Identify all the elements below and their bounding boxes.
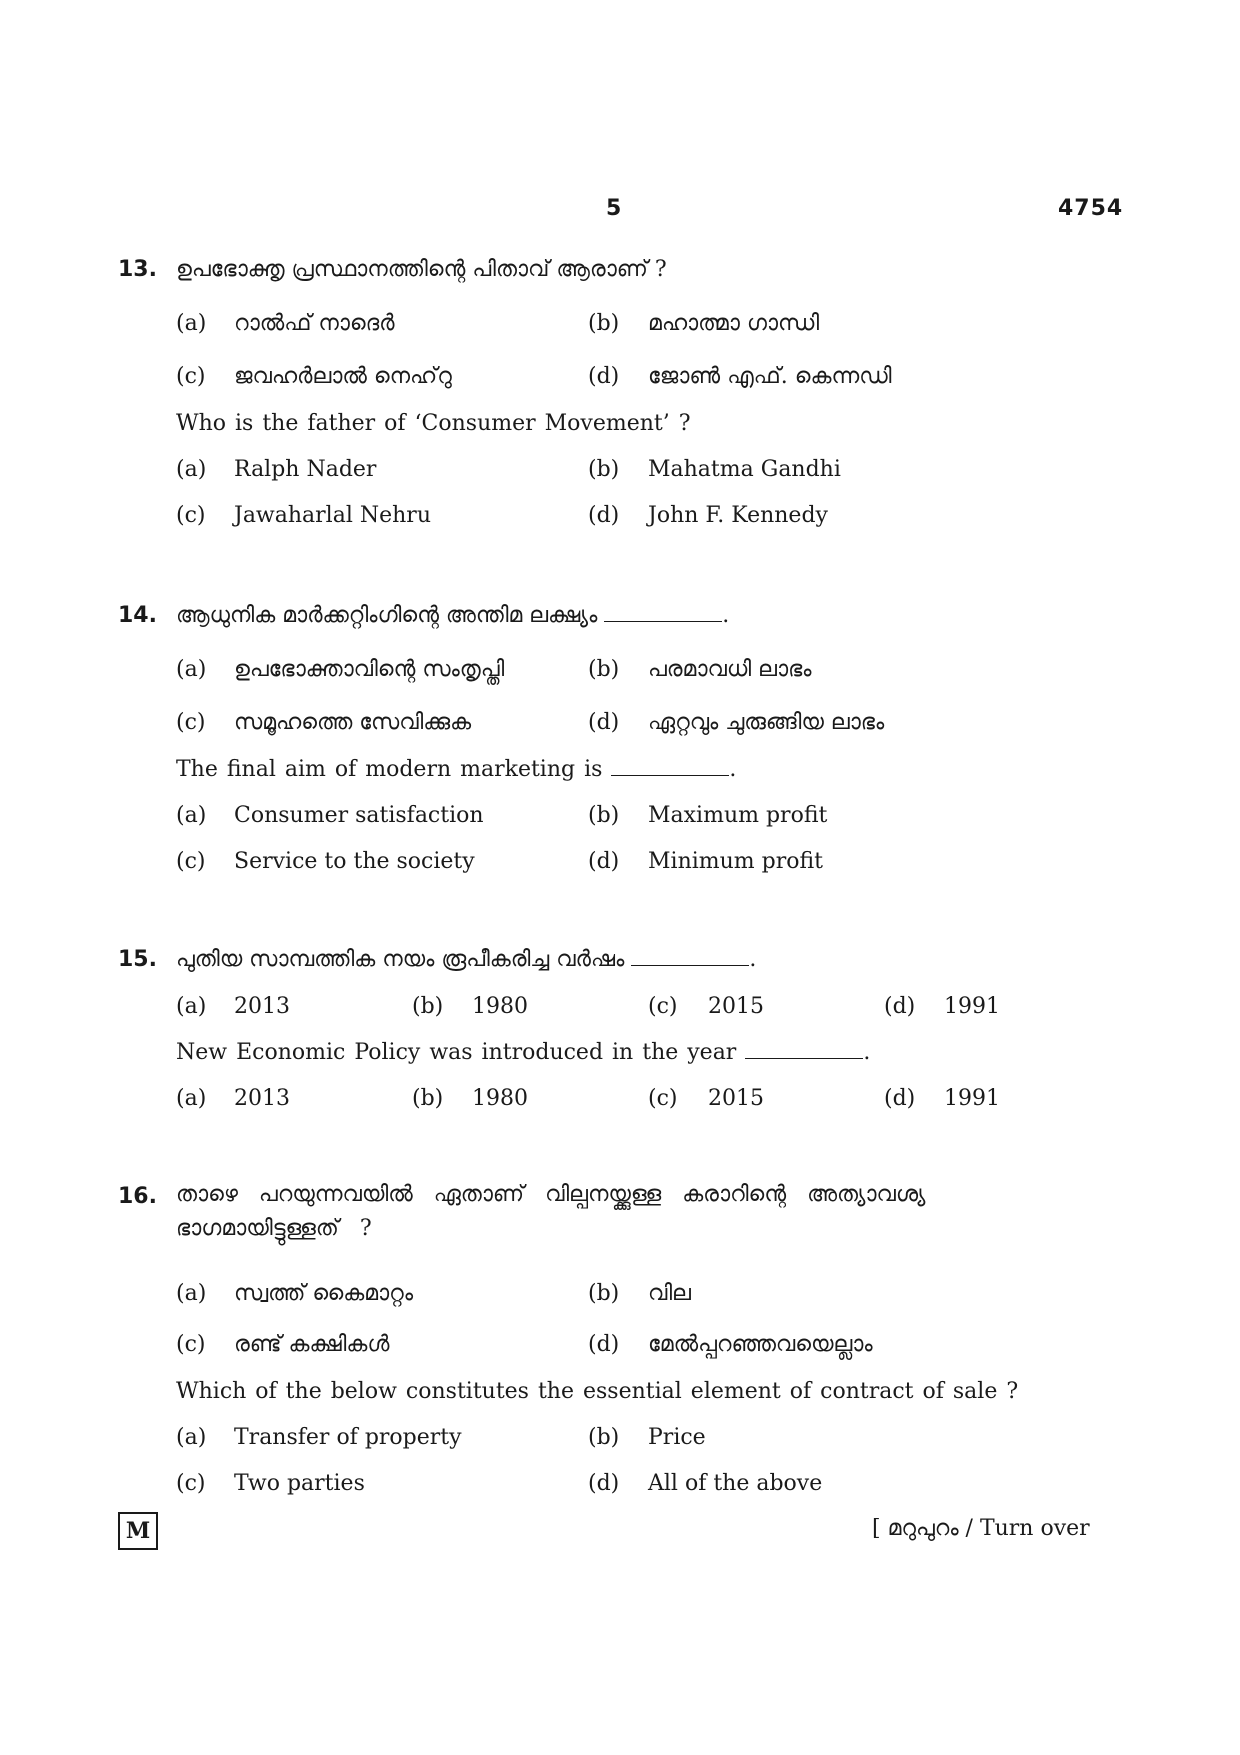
- option-text: 2013: [234, 994, 290, 1019]
- option-label: (c): [648, 1086, 678, 1111]
- option-label: (a): [176, 311, 207, 336]
- option-text: രണ്ട് കക്ഷികൾ: [234, 1332, 390, 1357]
- option-text: Jawaharlal Nehru: [234, 503, 431, 528]
- option-text: ജവഹർലാൽ നെഹ്‌റു: [234, 364, 452, 389]
- option-text: Two parties: [234, 1471, 365, 1496]
- option-label: (b): [412, 1086, 444, 1111]
- option-label: (c): [648, 994, 678, 1019]
- option-label: (b): [588, 803, 620, 828]
- option-text: 1980: [472, 994, 528, 1019]
- option-label: (c): [176, 849, 206, 874]
- option-text: സ്വത്ത് കൈമാറ്റം: [234, 1281, 414, 1306]
- option-text: ജോൺ എഫ്. കെന്നഡി: [648, 364, 892, 389]
- question-stem: New Economic Policy was introduced in the year: [176, 1040, 737, 1065]
- option-label: (c): [176, 503, 206, 528]
- option-label: (c): [176, 364, 206, 389]
- option-text: ഉപഭോക്താവിന്റെ സംതൃപ്തി: [234, 657, 505, 682]
- question-stem: ആധുനിക മാർക്കറ്റിംഗിന്റെ അന്തിമ ലക്ഷ്യം: [176, 603, 598, 628]
- option-text: മഹാത്മാ ഗാന്ധി: [648, 311, 820, 336]
- option-text: പരമാവധി ലാഭം: [648, 657, 812, 682]
- option-text: Price: [648, 1425, 706, 1450]
- question-number: 14.: [118, 603, 157, 628]
- option-label: (d): [884, 1086, 916, 1111]
- option-label: (a): [176, 994, 207, 1019]
- option-text: 1991: [944, 1086, 1000, 1111]
- page-number: 5: [606, 196, 622, 221]
- option-label: (a): [176, 1425, 207, 1450]
- option-text: Maximum profit: [648, 803, 828, 828]
- answer-blank: [604, 603, 722, 622]
- question-stem: പുതിയ സാമ്പത്തിക നയം രൂപീകരിച്ച വർഷം: [176, 947, 625, 972]
- answer-blank: [745, 1040, 863, 1059]
- option-label: (c): [176, 1471, 206, 1496]
- option-label: (d): [884, 994, 916, 1019]
- option-text: 2015: [708, 994, 764, 1019]
- question-text-en: The final aim of modern marketing is .: [176, 757, 737, 782]
- option-label: (a): [176, 1281, 207, 1306]
- option-label: (d): [588, 849, 620, 874]
- option-label: (d): [588, 503, 620, 528]
- option-text: വില: [648, 1281, 691, 1306]
- question-text-ml: പുതിയ സാമ്പത്തിക നയം രൂപീകരിച്ച വർഷം .: [176, 947, 757, 972]
- question-stem: The final aim of modern marketing is: [176, 757, 603, 782]
- option-text: Ralph Nader: [234, 457, 377, 482]
- option-label: (d): [588, 1332, 620, 1357]
- question-number: 16.: [118, 1184, 157, 1209]
- question-text-ml: ഉപഭോക്തൃ പ്രസ്ഥാനത്തിന്റെ പിതാവ് ആരാണ് ?: [176, 257, 667, 282]
- option-text: ഏറ്റവും ചുരുങ്ങിയ ലാഭം: [648, 710, 885, 735]
- option-label: (b): [588, 1281, 620, 1306]
- option-text: 1991: [944, 994, 1000, 1019]
- option-text: 1980: [472, 1086, 528, 1111]
- option-text: 2015: [708, 1086, 764, 1111]
- question-text-en: New Economic Policy was introduced in the year .: [176, 1040, 871, 1065]
- answer-blank: [611, 757, 729, 776]
- option-label: (b): [588, 311, 620, 336]
- question-text-en: Which of the below constitutes the essential element of contract of sale ?: [176, 1379, 1019, 1404]
- question-number: 13.: [118, 257, 157, 282]
- option-label: (b): [412, 994, 444, 1019]
- option-text: സമൂഹത്തെ സേവിക്കുക: [234, 710, 472, 735]
- option-text: Consumer satisfaction: [234, 803, 484, 828]
- option-text: റാൽഫ് നാദെർ: [234, 311, 395, 336]
- question-number: 15.: [118, 947, 157, 972]
- option-text: Service to the society: [234, 849, 475, 874]
- option-label: (d): [588, 364, 620, 389]
- option-text: മേൽപ്പറഞ്ഞവയെല്ലാം: [648, 1332, 873, 1357]
- question-text-ml: താഴെ പറയുന്നവയിൽ ഏതാണ് വില്പനയ്ക്കുള്ള കരാറിന്റെ അത്യാവശ്യ ഭാഗമായിട്ടുള്ളത് ?: [176, 1182, 926, 1241]
- option-text: Mahatma Gandhi: [648, 457, 841, 482]
- option-label: (b): [588, 657, 620, 682]
- paper-code: 4754: [1058, 196, 1124, 221]
- option-text: 2013: [234, 1086, 290, 1111]
- option-text: John F. Kennedy: [648, 503, 828, 528]
- option-label: (a): [176, 657, 207, 682]
- option-text: Transfer of property: [234, 1425, 462, 1450]
- option-text: All of the above: [648, 1471, 823, 1496]
- answer-blank: [631, 947, 749, 966]
- option-label: (b): [588, 1425, 620, 1450]
- option-text: Minimum profit: [648, 849, 824, 874]
- option-label: (c): [176, 1332, 206, 1357]
- option-label: (d): [588, 1471, 620, 1496]
- medium-mark-box: M: [118, 1512, 158, 1550]
- option-label: (a): [176, 803, 207, 828]
- option-label: (a): [176, 1086, 207, 1111]
- turn-over-note: [ മറുപുറം / Turn over: [872, 1516, 1090, 1541]
- question-text-en: Who is the father of ‘Consumer Movement’ ?: [176, 411, 691, 436]
- option-label: (a): [176, 457, 207, 482]
- option-label: (d): [588, 710, 620, 735]
- question-text-ml: ആധുനിക മാർക്കറ്റിംഗിന്റെ അന്തിമ ലക്ഷ്യം .: [176, 603, 730, 628]
- option-label: (c): [176, 710, 206, 735]
- option-label: (b): [588, 457, 620, 482]
